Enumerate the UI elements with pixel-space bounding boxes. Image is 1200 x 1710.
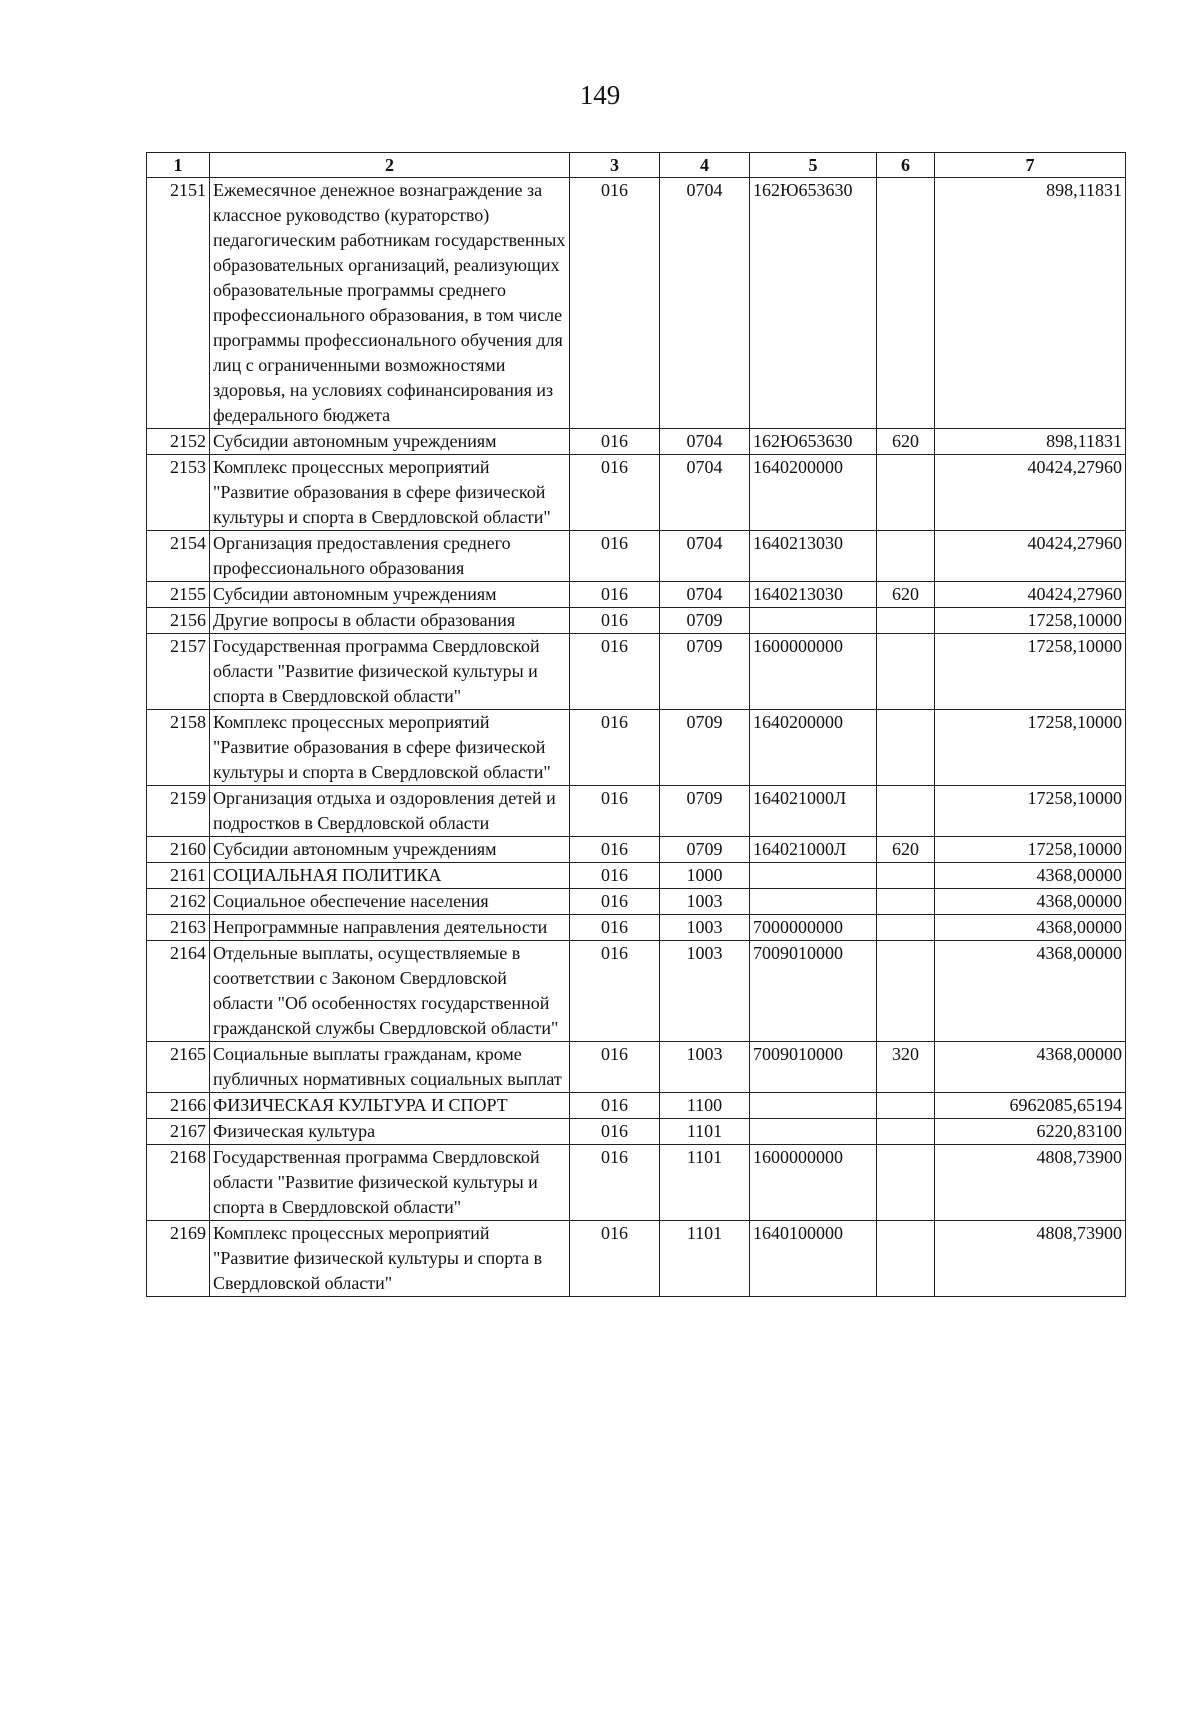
- ministry-code-cell: 016: [570, 531, 660, 582]
- amount-cell: 898,11831: [935, 429, 1126, 455]
- row-number-cell: 2161: [147, 863, 210, 889]
- table-row: [147, 608, 1126, 634]
- ministry-code-cell: 016: [570, 1093, 660, 1119]
- target-article-code-cell: 1600000000: [750, 1145, 877, 1221]
- section-code-cell: 0704: [660, 178, 750, 429]
- table-row: [147, 863, 1126, 889]
- table-row: [147, 634, 1126, 710]
- target-article-code-cell: [750, 889, 877, 915]
- target-article-code-cell: 162Ю653630: [750, 178, 877, 429]
- amount-cell: 4368,00000: [935, 941, 1126, 1042]
- row-name-cell: Социальные выплаты гражданам, кроме публичных нормативных социальных выплат: [210, 1042, 570, 1093]
- row-name-cell: Субсидии автономным учреждениям: [210, 429, 570, 455]
- section-code-cell: 0709: [660, 608, 750, 634]
- row-name-cell: Субсидии автономным учреждениям: [210, 582, 570, 608]
- expense-type-code-cell: 620: [877, 837, 935, 863]
- target-article-code-cell: 164021000Л: [750, 786, 877, 837]
- ministry-code-cell: 016: [570, 634, 660, 710]
- row-number-cell: 2152: [147, 429, 210, 455]
- row-name-cell: СОЦИАЛЬНАЯ ПОЛИТИКА: [210, 863, 570, 889]
- page-number: 149: [579, 80, 621, 110]
- section-code-cell: 0704: [660, 429, 750, 455]
- column-header: 7: [935, 153, 1126, 178]
- target-article-code-cell: 7009010000: [750, 941, 877, 1042]
- section-code-cell: 0709: [660, 837, 750, 863]
- section-code-cell: 1003: [660, 915, 750, 941]
- amount-cell: 4368,00000: [935, 863, 1126, 889]
- section-code-cell: 1003: [660, 1042, 750, 1093]
- ministry-code-cell: 016: [570, 889, 660, 915]
- row-number-cell: 2160: [147, 837, 210, 863]
- table-row: [147, 1119, 1126, 1145]
- table-row: [147, 531, 1126, 582]
- row-number-cell: 2163: [147, 915, 210, 941]
- table-row: [147, 941, 1126, 1042]
- expense-type-code-cell: [877, 455, 935, 531]
- ministry-code-cell: 016: [570, 837, 660, 863]
- row-name-cell: Физическая культура: [210, 1119, 570, 1145]
- column-header: 1: [147, 153, 210, 178]
- amount-cell: 4808,73900: [935, 1221, 1126, 1297]
- row-name-cell: Ежемесячное денежное вознаграждение за классное руководство (кураторство) педагогическим работникам государственных образовательных организаций, реализующих образовательные программы среднего профессионального образования, в том числе программы профессионального обучения для лиц с ограниченными возможностями здоровья, на условиях софинансирования из федерального бюджета: [210, 178, 570, 429]
- column-header: 2: [210, 153, 570, 178]
- amount-cell: 4368,00000: [935, 889, 1126, 915]
- expense-type-code-cell: [877, 608, 935, 634]
- row-number-cell: 2153: [147, 455, 210, 531]
- table-row: [147, 837, 1126, 863]
- row-number-cell: 2159: [147, 786, 210, 837]
- expense-type-code-cell: [877, 710, 935, 786]
- row-name-cell: Государственная программа Свердловской области "Развитие физической культуры и спорта в Свердловской области": [210, 1145, 570, 1221]
- target-article-code-cell: [750, 608, 877, 634]
- row-name-cell: Комплекс процессных мероприятий "Развитие образования в сфере физической культуры и спорта в Свердловской области": [210, 455, 570, 531]
- row-name-cell: Отдельные выплаты, осуществляемые в соответствии с Законом Свердловской области "Об особенностях государственной гражданской службы Свердловской области": [210, 941, 570, 1042]
- amount-cell: 4808,73900: [935, 1145, 1126, 1221]
- target-article-code-cell: 7000000000: [750, 915, 877, 941]
- row-name-cell: Организация отдыха и оздоровления детей и подростков в Свердловской области: [210, 786, 570, 837]
- expense-type-code-cell: 620: [877, 582, 935, 608]
- table-body: [147, 178, 1126, 1297]
- ministry-code-cell: 016: [570, 1119, 660, 1145]
- row-name-cell: Комплекс процессных мероприятий "Развитие физической культуры и спорта в Свердловской области": [210, 1221, 570, 1297]
- target-article-code-cell: 1640213030: [750, 531, 877, 582]
- row-number-cell: 2156: [147, 608, 210, 634]
- table-row: [147, 1093, 1126, 1119]
- header-row: [147, 153, 1126, 178]
- amount-cell: 898,11831: [935, 178, 1126, 429]
- expense-type-code-cell: [877, 786, 935, 837]
- row-number-cell: 2154: [147, 531, 210, 582]
- table-row: [147, 178, 1126, 429]
- section-code-cell: 1101: [660, 1145, 750, 1221]
- target-article-code-cell: 1640100000: [750, 1221, 877, 1297]
- row-number-cell: 2168: [147, 1145, 210, 1221]
- row-number-cell: 2165: [147, 1042, 210, 1093]
- amount-cell: 4368,00000: [935, 1042, 1126, 1093]
- expense-type-code-cell: [877, 1119, 935, 1145]
- ministry-code-cell: 016: [570, 178, 660, 429]
- table-row: [147, 1221, 1126, 1297]
- ministry-code-cell: 016: [570, 1145, 660, 1221]
- target-article-code-cell: 162Ю653630: [750, 429, 877, 455]
- target-article-code-cell: 1600000000: [750, 634, 877, 710]
- ministry-code-cell: 016: [570, 1042, 660, 1093]
- target-article-code-cell: 7009010000: [750, 1042, 877, 1093]
- section-code-cell: 1003: [660, 941, 750, 1042]
- column-header: 6: [877, 153, 935, 178]
- expense-type-code-cell: [877, 178, 935, 429]
- ministry-code-cell: 016: [570, 429, 660, 455]
- ministry-code-cell: 016: [570, 710, 660, 786]
- target-article-code-cell: 1640213030: [750, 582, 877, 608]
- amount-cell: 17258,10000: [935, 608, 1126, 634]
- expense-type-code-cell: 320: [877, 1042, 935, 1093]
- amount-cell: 17258,10000: [935, 786, 1126, 837]
- row-number-cell: 2158: [147, 710, 210, 786]
- row-number-cell: 2167: [147, 1119, 210, 1145]
- row-number-cell: 2162: [147, 889, 210, 915]
- row-number-cell: 2169: [147, 1221, 210, 1297]
- ministry-code-cell: 016: [570, 915, 660, 941]
- row-name-cell: Другие вопросы в области образования: [210, 608, 570, 634]
- target-article-code-cell: 1640200000: [750, 710, 877, 786]
- table-row: [147, 1042, 1126, 1093]
- table-row: [147, 786, 1126, 837]
- section-code-cell: 0704: [660, 582, 750, 608]
- expense-type-code-cell: [877, 863, 935, 889]
- amount-cell: 17258,10000: [935, 710, 1126, 786]
- table-row: [147, 915, 1126, 941]
- row-number-cell: 2166: [147, 1093, 210, 1119]
- expense-type-code-cell: [877, 941, 935, 1042]
- section-code-cell: 1101: [660, 1221, 750, 1297]
- table-row: [147, 889, 1126, 915]
- amount-cell: 6962085,65194: [935, 1093, 1126, 1119]
- row-number-cell: 2157: [147, 634, 210, 710]
- target-article-code-cell: [750, 863, 877, 889]
- table-row: [147, 429, 1126, 455]
- table-row: [147, 1145, 1126, 1221]
- amount-cell: 40424,27960: [935, 582, 1126, 608]
- budget-table: [146, 152, 1126, 1297]
- amount-cell: 40424,27960: [935, 531, 1126, 582]
- column-header: 4: [660, 153, 750, 178]
- section-code-cell: 0709: [660, 786, 750, 837]
- table-row: [147, 710, 1126, 786]
- table-row: [147, 455, 1126, 531]
- expense-type-code-cell: [877, 531, 935, 582]
- section-code-cell: 1000: [660, 863, 750, 889]
- row-number-cell: 2155: [147, 582, 210, 608]
- row-number-cell: 2151: [147, 178, 210, 429]
- ministry-code-cell: 016: [570, 582, 660, 608]
- ministry-code-cell: 016: [570, 455, 660, 531]
- target-article-code-cell: [750, 1093, 877, 1119]
- ministry-code-cell: 016: [570, 608, 660, 634]
- row-name-cell: Государственная программа Свердловской области "Развитие физической культуры и спорта в Свердловской области": [210, 634, 570, 710]
- row-name-cell: ФИЗИЧЕСКАЯ КУЛЬТУРА И СПОРТ: [210, 1093, 570, 1119]
- section-code-cell: 1100: [660, 1093, 750, 1119]
- row-name-cell: Комплекс процессных мероприятий "Развитие образования в сфере физической культуры и спорта в Свердловской области": [210, 710, 570, 786]
- expense-type-code-cell: [877, 1145, 935, 1221]
- expense-type-code-cell: [877, 1093, 935, 1119]
- section-code-cell: 1101: [660, 1119, 750, 1145]
- expense-type-code-cell: [877, 915, 935, 941]
- amount-cell: 40424,27960: [935, 455, 1126, 531]
- column-header: 5: [750, 153, 877, 178]
- amount-cell: 6220,83100: [935, 1119, 1126, 1145]
- section-code-cell: 0709: [660, 710, 750, 786]
- ministry-code-cell: 016: [570, 941, 660, 1042]
- target-article-code-cell: 164021000Л: [750, 837, 877, 863]
- expense-type-code-cell: 620: [877, 429, 935, 455]
- expense-type-code-cell: [877, 1221, 935, 1297]
- section-code-cell: 0704: [660, 531, 750, 582]
- ministry-code-cell: 016: [570, 1221, 660, 1297]
- section-code-cell: 0709: [660, 634, 750, 710]
- amount-cell: 17258,10000: [935, 837, 1126, 863]
- row-name-cell: Организация предоставления среднего профессионального образования: [210, 531, 570, 582]
- expense-type-code-cell: [877, 634, 935, 710]
- amount-cell: 4368,00000: [935, 915, 1126, 941]
- amount-cell: 17258,10000: [935, 634, 1126, 710]
- target-article-code-cell: 1640200000: [750, 455, 877, 531]
- target-article-code-cell: [750, 1119, 877, 1145]
- ministry-code-cell: 016: [570, 786, 660, 837]
- row-name-cell: Субсидии автономным учреждениям: [210, 837, 570, 863]
- row-name-cell: Непрограммные направления деятельности: [210, 915, 570, 941]
- section-code-cell: 1003: [660, 889, 750, 915]
- column-header: 3: [570, 153, 660, 178]
- expense-type-code-cell: [877, 889, 935, 915]
- row-name-cell: Социальное обеспечение населения: [210, 889, 570, 915]
- section-code-cell: 0704: [660, 455, 750, 531]
- table-row: [147, 582, 1126, 608]
- row-number-cell: 2164: [147, 941, 210, 1042]
- ministry-code-cell: 016: [570, 863, 660, 889]
